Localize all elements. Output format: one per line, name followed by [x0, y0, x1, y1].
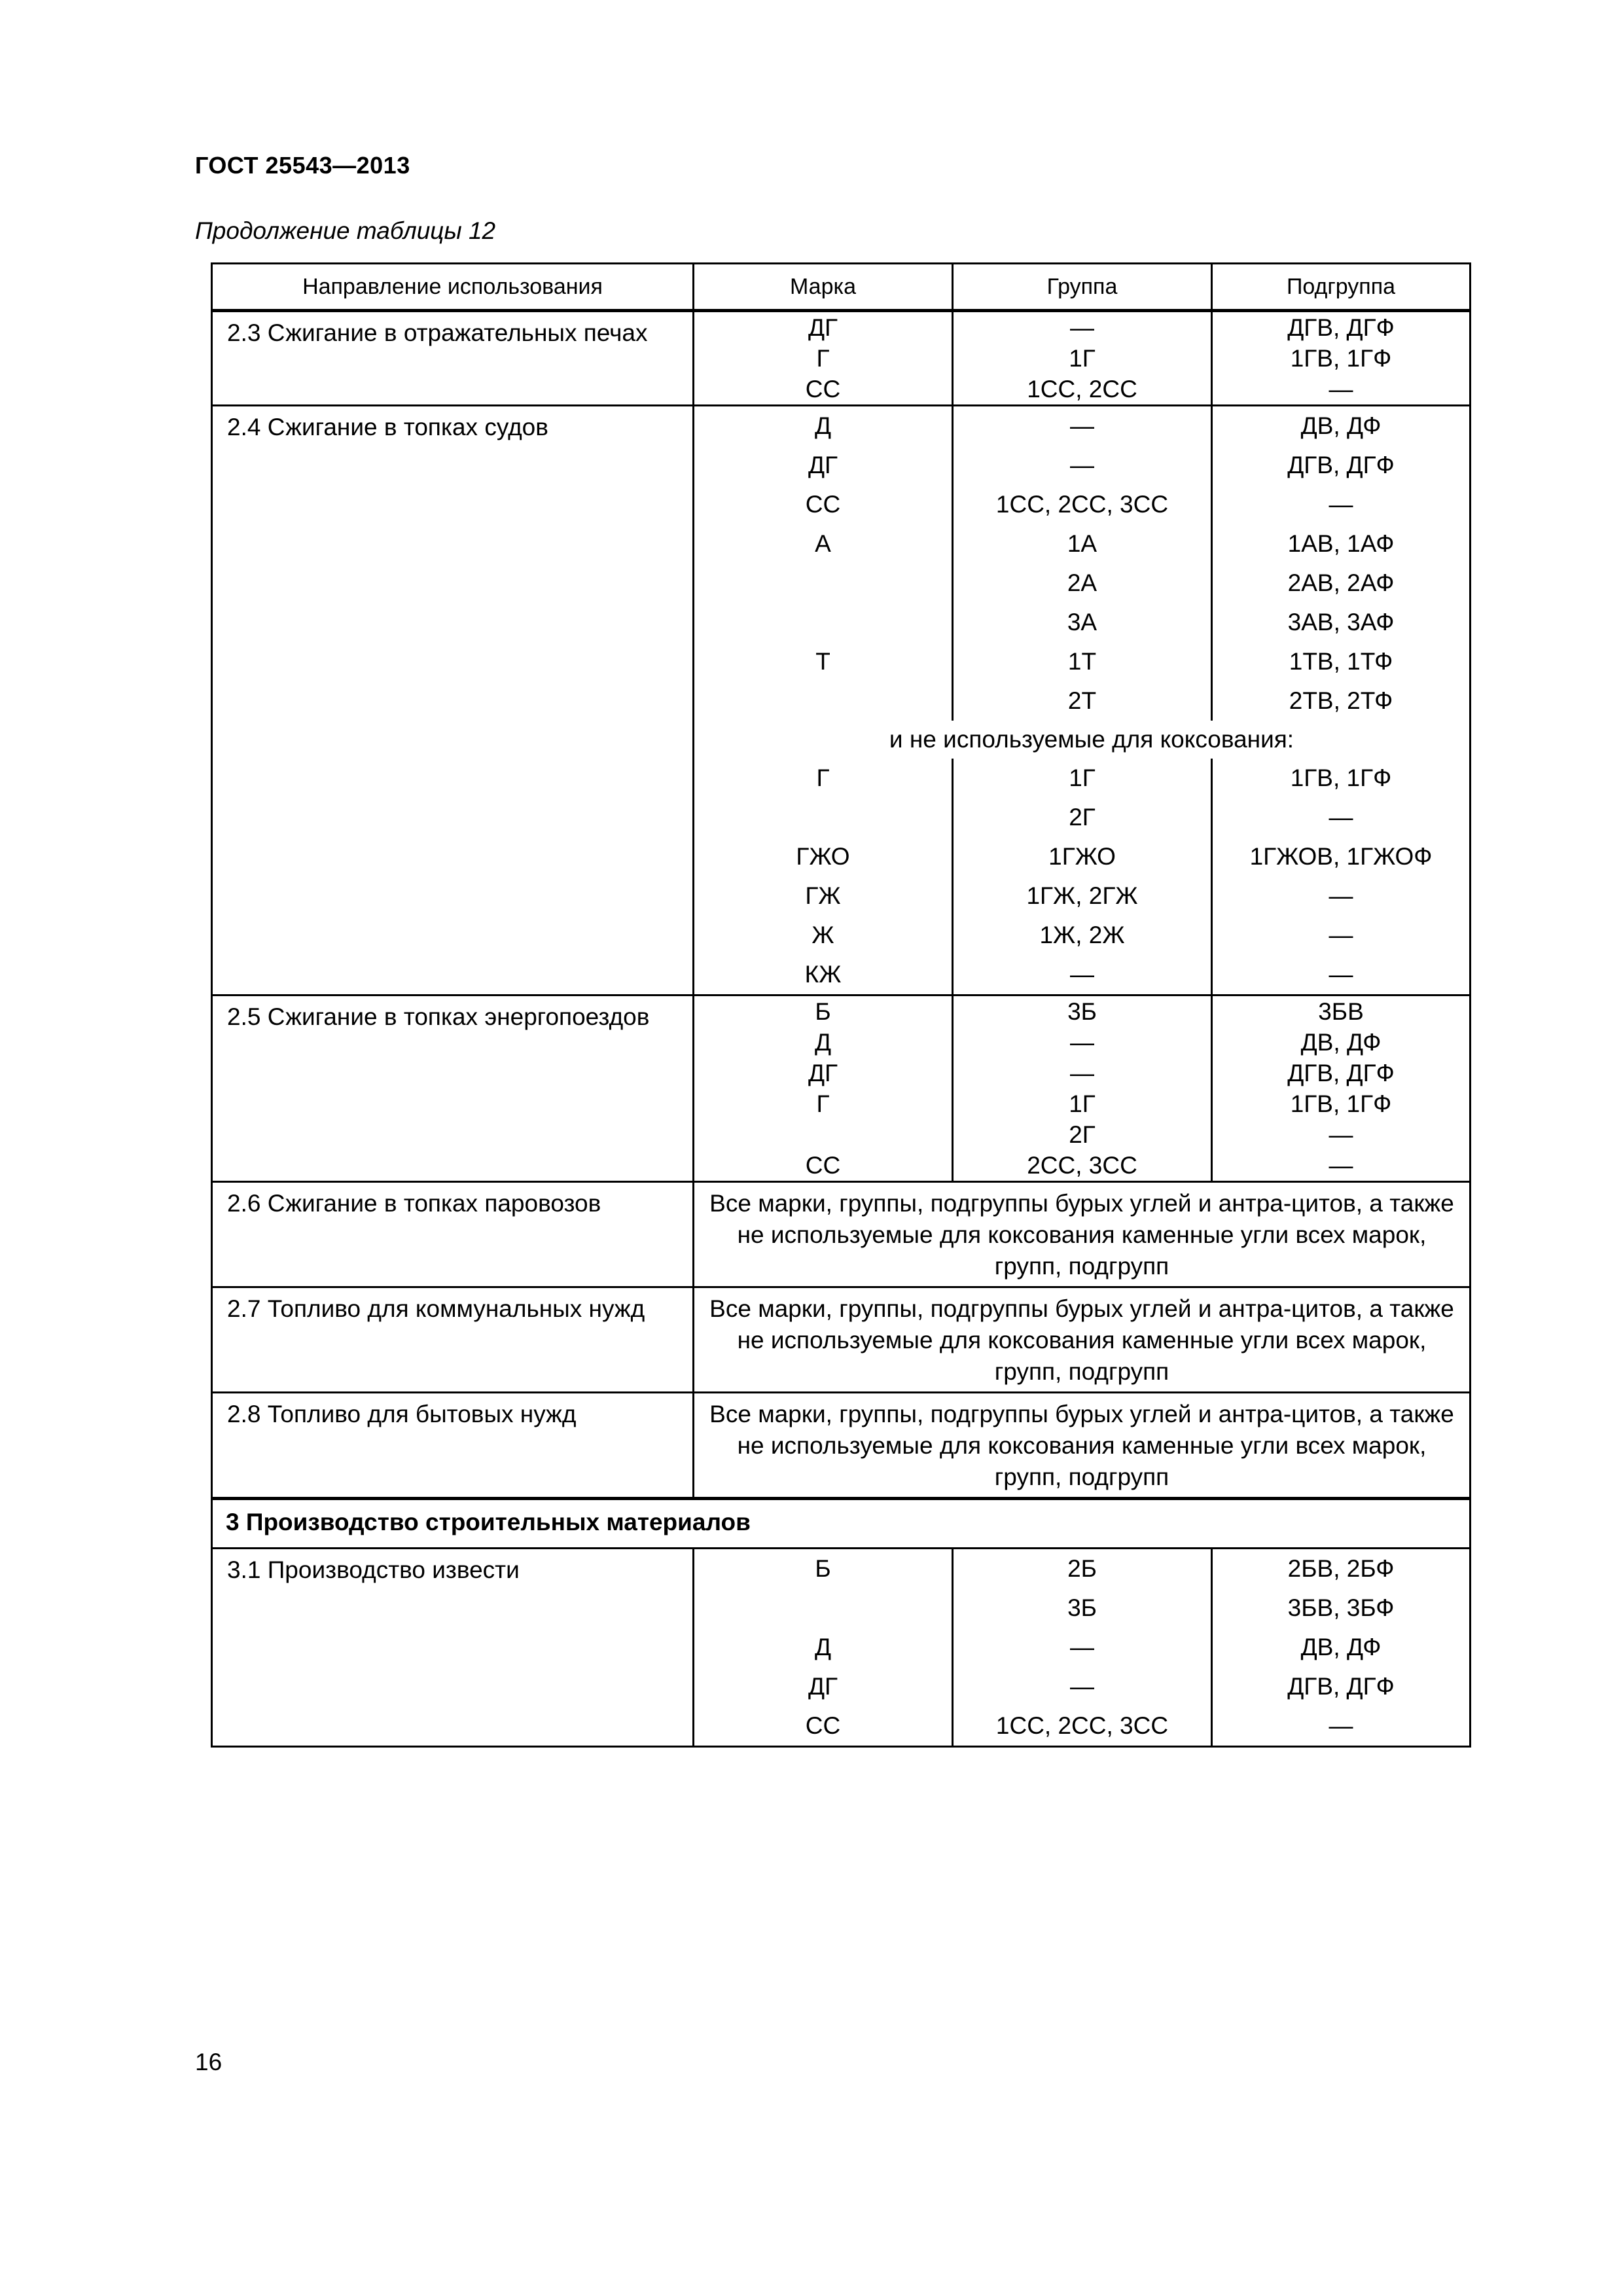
- group-value: 2А: [1067, 569, 1097, 596]
- group-value: 1ГЖО: [1048, 843, 1116, 870]
- mark-value: Б: [815, 998, 831, 1025]
- mark-value: КЖ: [804, 961, 842, 988]
- group-value: 1СС, 2СС: [1027, 376, 1137, 403]
- mark-value: Б: [815, 1555, 831, 1582]
- mark-cell: [694, 406, 953, 721]
- mark-value: Т: [815, 648, 830, 675]
- subgroup-value: ДГВ, ДГФ: [1287, 1060, 1395, 1086]
- subgroup-value: —: [1329, 922, 1353, 948]
- table-row: [212, 406, 1471, 721]
- mark-value: Д: [814, 412, 832, 439]
- direction-cell: 2.6 Сжигание в топках паровозов: [227, 1190, 601, 1217]
- mark-value: А: [815, 530, 831, 557]
- subgroup-value: —: [1329, 961, 1353, 988]
- mark-value: ГЖО: [796, 843, 850, 870]
- group-value: 1Г: [1069, 764, 1096, 791]
- subgroup-cell: [1212, 759, 1471, 996]
- direction-cell: 3.1 Производство извести: [227, 1556, 520, 1583]
- table-row: [212, 1549, 1471, 1747]
- mark-value: СС: [805, 491, 841, 518]
- mark-value: ДГ: [808, 1673, 838, 1700]
- subgroup-cell: [1212, 1549, 1471, 1747]
- direction-cell: 2.3 Сжигание в отражательных печах: [227, 319, 648, 346]
- group-value: 1ГЖ, 2ГЖ: [1026, 882, 1138, 909]
- group-value: —: [1070, 412, 1094, 439]
- mark-cell: [694, 311, 953, 406]
- mark-cell: [694, 759, 953, 996]
- group-value: 2Б: [1067, 1555, 1097, 1582]
- direction-cell: 2.4 Сжигание в топках судов: [227, 414, 548, 440]
- mark-value: Г: [816, 764, 830, 791]
- coking-note: и не используемые для коксования:: [793, 721, 1391, 759]
- mark-value: СС: [805, 1152, 841, 1179]
- column-header-direction: Направление использования: [212, 264, 694, 311]
- table-row: [212, 311, 1471, 406]
- all-marks-text: Все марки, группы, подгруппы бурых углей и антра-цитов, а также не используемые для коксования каменные угли всех марок, групп, подгрупп: [709, 1295, 1454, 1385]
- subgroup-value: —: [1329, 1152, 1353, 1179]
- subgroup-value: —: [1329, 1712, 1353, 1739]
- subgroup-value: ДГВ, ДГФ: [1287, 1673, 1395, 1700]
- group-value: 1Т: [1067, 648, 1097, 675]
- subgroup-value: 3АВ, 3АФ: [1287, 609, 1395, 636]
- group-value: —: [1070, 1029, 1094, 1056]
- mark-value: [694, 564, 952, 603]
- subgroup-value: —: [1329, 882, 1353, 909]
- subgroup-value: 2АВ, 2АФ: [1287, 569, 1395, 596]
- subgroup-value: ДГВ, ДГФ: [1287, 452, 1395, 478]
- group-value: 2СС, 3СС: [1027, 1152, 1137, 1179]
- mark-value: Д: [814, 1029, 832, 1056]
- mark-value: ДГ: [808, 1060, 838, 1086]
- mark-cell: [694, 996, 953, 1182]
- subgroup-cell: [1212, 996, 1471, 1182]
- subgroup-value: ДГВ, ДГФ: [1287, 314, 1395, 341]
- mark-value: СС: [805, 376, 841, 403]
- group-value: 1СС, 2СС, 3СС: [995, 491, 1169, 518]
- group-cell: [953, 759, 1212, 996]
- group-cell: [953, 996, 1212, 1182]
- mark-cell: [694, 1549, 953, 1747]
- subgroup-value: 2БВ, 2БФ: [1287, 1555, 1395, 1582]
- mark-value: Ж: [812, 922, 834, 948]
- subgroup-value: —: [1329, 376, 1353, 403]
- table-row: [212, 1393, 1471, 1499]
- subgroup-value: 3БВ, 3БФ: [1287, 1594, 1395, 1621]
- group-value: —: [1070, 1634, 1094, 1660]
- group-value: 3А: [1067, 609, 1097, 636]
- all-marks-text: Все марки, группы, подгруппы бурых углей и антра-цитов, а также не используемые для коксования каменные угли всех марок, групп, подгрупп: [709, 1190, 1454, 1280]
- group-cell: [953, 406, 1212, 721]
- subgroup-value: ДВ, ДФ: [1300, 1634, 1382, 1660]
- subgroup-cell: [1212, 311, 1471, 406]
- table-header-row: [212, 264, 1471, 311]
- group-value: 2Т: [1067, 687, 1097, 714]
- table-row: [212, 996, 1471, 1182]
- mark-value: ДГ: [808, 314, 838, 341]
- mark-value: Д: [814, 1634, 832, 1660]
- direction-cell: 2.8 Топливо для бытовых нужд: [227, 1401, 577, 1427]
- group-value: —: [1070, 961, 1094, 988]
- subgroup-value: 3БВ: [1318, 998, 1364, 1025]
- group-value: —: [1070, 1060, 1094, 1086]
- mark-value: [694, 798, 952, 837]
- group-cell: [953, 311, 1212, 406]
- subgroup-value: 2ТВ, 2ТФ: [1289, 687, 1393, 714]
- group-cell: [953, 1549, 1212, 1747]
- group-value: 2Г: [1069, 804, 1096, 831]
- group-value: 3Б: [1067, 998, 1097, 1025]
- group-value: —: [1070, 314, 1094, 341]
- usage-table: [211, 262, 1471, 1748]
- mark-value: Г: [816, 1090, 830, 1117]
- group-value: 1Ж, 2Ж: [1039, 922, 1125, 948]
- mark-value: [694, 681, 952, 721]
- group-value: 1Г: [1069, 1090, 1096, 1117]
- subgroup-value: 1ГЖОВ, 1ГЖОФ: [1249, 843, 1433, 870]
- subgroup-value: 1ТВ, 1ТФ: [1289, 648, 1393, 675]
- mark-value: ДГ: [808, 452, 838, 478]
- table-row: [212, 1182, 1471, 1287]
- mark-value: ГЖ: [805, 882, 841, 909]
- all-marks-text: Все марки, группы, подгруппы бурых углей и антра-цитов, а также не используемые для коксования каменные угли всех марок, групп, подгрупп: [709, 1401, 1454, 1490]
- table-row: [212, 1287, 1471, 1393]
- group-value: —: [1070, 452, 1094, 478]
- mark-value: [694, 603, 952, 642]
- group-value: —: [1070, 1673, 1094, 1700]
- table-caption: Продолжение таблицы 12: [195, 217, 496, 244]
- direction-cell: 2.7 Топливо для коммунальных нужд: [227, 1295, 645, 1322]
- mark-value: Г: [816, 345, 830, 372]
- subgroup-value: ДВ, ДФ: [1300, 412, 1382, 439]
- column-header-mark: Марка: [694, 264, 953, 311]
- subgroup-cell: [1212, 406, 1471, 721]
- direction-cell: 2.5 Сжигание в топках энергопоездов: [227, 1003, 650, 1030]
- group-value: 1А: [1067, 530, 1097, 557]
- section-row: [212, 1499, 1471, 1549]
- mark-value: СС: [805, 1712, 841, 1739]
- column-header-subgroup: Подгруппа: [1212, 264, 1471, 311]
- mark-value: [694, 1588, 952, 1628]
- subgroup-value: 1ГВ, 1ГФ: [1290, 764, 1392, 791]
- note-cell: [694, 721, 1471, 759]
- group-value: 1Г: [1069, 345, 1096, 372]
- subgroup-value: ДВ, ДФ: [1300, 1029, 1382, 1056]
- column-header-group: Группа: [953, 264, 1212, 311]
- subgroup-value: —: [1329, 804, 1353, 831]
- group-value: 1СС, 2СС, 3СС: [995, 1712, 1169, 1739]
- subgroup-value: 1АВ, 1АФ: [1287, 530, 1395, 557]
- subgroup-value: 1ГВ, 1ГФ: [1290, 345, 1392, 372]
- page-number: 16: [195, 2049, 223, 2075]
- group-value: 2Г: [1069, 1121, 1096, 1148]
- subgroup-value: 1ГВ, 1ГФ: [1290, 1090, 1392, 1117]
- group-value: 3Б: [1067, 1594, 1097, 1621]
- document-code: ГОСТ 25543—2013: [195, 152, 410, 179]
- subgroup-value: —: [1329, 1121, 1353, 1148]
- mark-value: [694, 1119, 952, 1150]
- section-title: 3 Производство строительных материалов: [212, 1499, 1471, 1549]
- subgroup-value: —: [1329, 491, 1353, 518]
